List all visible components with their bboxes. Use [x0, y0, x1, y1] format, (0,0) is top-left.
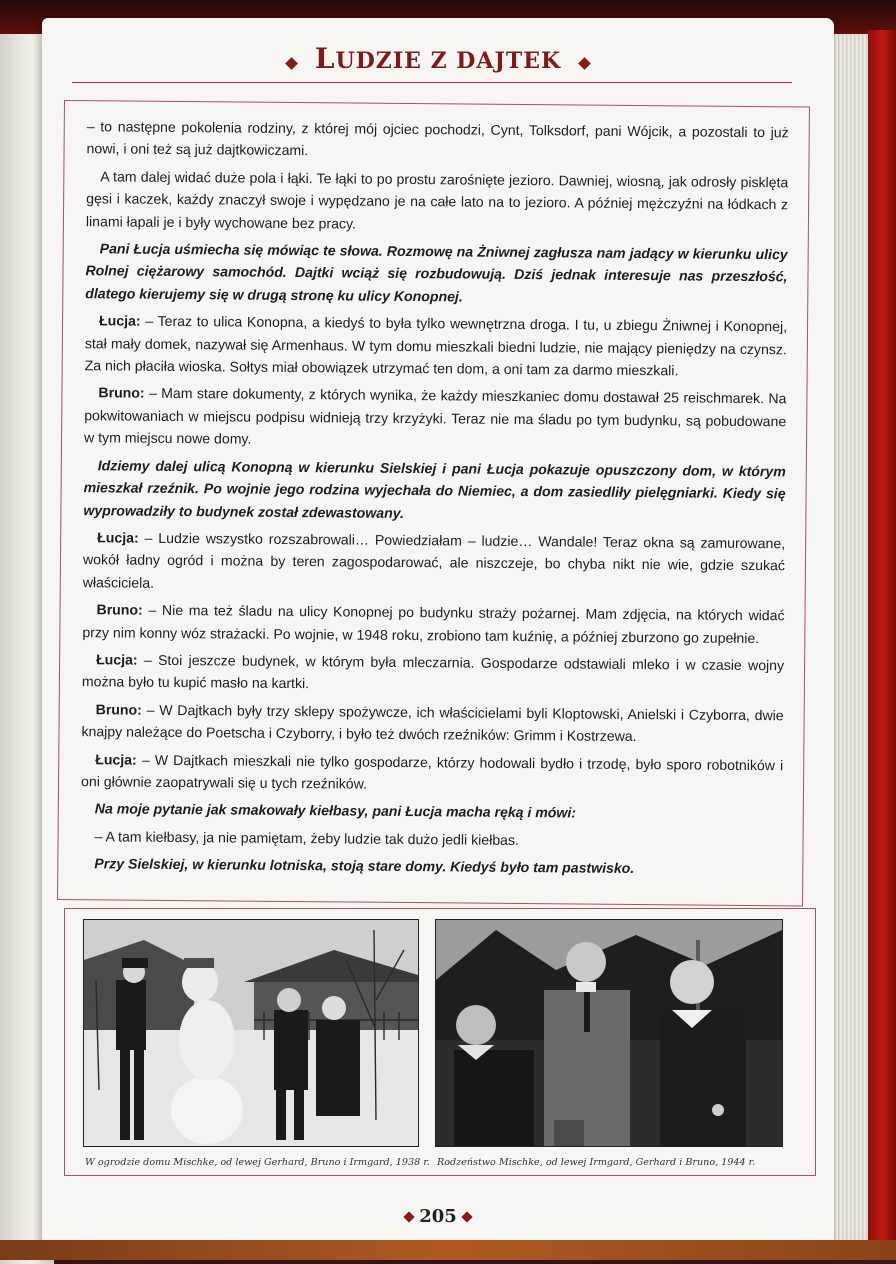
header-rule	[72, 82, 792, 83]
speaker-label: Łucja:	[96, 651, 138, 668]
paragraph-text: – Teraz to ulica Konopna, a kiedyś to była tylko wewnętrzna droga. I tu, u zbiegu Żniwnej i Konopnej, stał mały domek, nazywał się Armenhaus. W tym domu mieszkali biedni ludzie, nie mający pieniędzy na czynsz. Za nich płaciła wioska. Sołtys miał obowiązek utrzymać ten dom, a oni tam za darmo mieszkali.	[84, 312, 788, 379]
speaker-label: Bruno:	[96, 601, 143, 618]
paragraph-text: Na moje pytanie jak smakowały kiełbasy, pani Łucja macha ręką i mówi:	[94, 800, 577, 821]
paragraph	[86, 165, 789, 238]
paragraph	[85, 237, 788, 310]
paragraph	[81, 698, 783, 749]
diamond-ornament-icon	[404, 1211, 415, 1222]
paragraph	[80, 852, 782, 881]
diamond-ornament-icon	[461, 1211, 472, 1222]
paragraph-text: Idziemy dalej ulicą Konopną w kierunku Sielskiej i pani Łucja pokazuje opuszczony dom, w którym mieszkał rzeźnik. Po wojnie jego rodzina wyjechała do Niemiec, a dom zasiedliły pielęgniarki. Kiedy się wyprowadziły to budynek został zdewastowany.	[83, 456, 786, 521]
photo-siblings	[435, 919, 783, 1147]
paragraph	[85, 309, 788, 382]
speaker-label: Bruno:	[95, 701, 142, 718]
paragraph	[82, 648, 784, 699]
paragraph	[81, 798, 783, 827]
paragraph-text: – to następne pokolenia rodziny, z której mój ojciec pochodzi, Cynt, Tolksdorf, pani Wójcik, a pozostali to już nowi, i oni też są już dajtkowiczami.	[86, 118, 789, 159]
paragraph	[86, 115, 788, 166]
paragraph-text: – Stoi jeszcze budynek, w którym była mleczarnia. Gospodarze odstawiali mleko i w czasie wojny można było tu kupić masło na kartki.	[81, 651, 785, 692]
interview-text-box	[57, 100, 810, 906]
paragraph	[80, 825, 782, 854]
paragraph	[81, 748, 783, 799]
paragraph	[84, 382, 787, 455]
photo-caption: Rodzeństwo Mischke, od lewej Irmgard, Gerhard i Bruno, 1944 r.	[437, 1157, 756, 1168]
paragraph-text: – A tam kiełbasy, ja nie pamiętam, żeby ludzie tak dużo jedli kiełbas.	[94, 828, 519, 848]
paragraph-text: – Nie ma też śladu na ulicy Konopnej po budynku straży pożarnej. Mam zdjęcia, na których widać przy nim konny wóz strażacki. Po wojnie, w 1948 roku, zrobiono tam kuźnię, a później zburzono go zupełnie.	[82, 601, 785, 646]
book-cover-edge	[868, 30, 896, 1260]
paragraph-text: – W Dajtkach mieszkali nie tylko gospodarze, którzy hodowali bydło i trzodę, było sporo robotników i oni głównie zaopatrywali się u tych rzeźników.	[80, 751, 784, 792]
paragraph-text: – Ludzie wszystko rozszabrowali… Powiedziałam – ludzie… Wandale! Teraz okna są zamurowane, wokół ładny ogród i można by teren zagospodarować, ale niszczeje, bo chyba nikt nie wie, gdzie szukać właściciela.	[82, 529, 786, 591]
page-number: 205	[42, 1206, 834, 1227]
paragraph	[82, 598, 784, 649]
photo-snowman	[83, 919, 419, 1147]
paragraph-text: Przy Sielskiej, w kierunku lotniska, stoją stare domy. Kiedyś było tam pastwisko.	[94, 855, 635, 877]
chapter-title: LUDZIE Z DAJTEK	[314, 42, 562, 75]
speaker-label: Łucja:	[97, 529, 139, 546]
paragraph-text: A tam dalej widać duże pola i łąki. Te łąki to po prostu zarośnięte jezioro. Dawniej, wiosną, jak odrosły pisklęta gęsi i kaczek, każdy znaczył swoje i wypędzano je na całe lato na to jezioro. A później mężczyźni na łódkach z linami łapali je i były wychowane bez pracy.	[85, 168, 789, 232]
paragraph	[83, 454, 786, 527]
speaker-label: Łucja:	[95, 750, 137, 768]
page-header	[42, 42, 834, 75]
paragraph-text: – Mam stare dokumenty, z których wynika, że każdy mieszkaniec domu dostawał 25 reischmarek. Na pokwitowaniach w miejscu podpisu widnieją trzy krzyżyki. Teraz nie ma śladu po tym budynku, są pobudowane w tym miejscu nowe domy.	[83, 385, 787, 447]
paragraph-text: Pani Łucja uśmiecha się mówiąc te słowa. Rozmowę na Żniwnej zagłusza nam jadący w kierunku ulicy Rolnej ciężarowy samochód. Dajtki wciąż się rozbudowują. Dziś jednak interesuje nas przeszłość, dlatego kierujemy się w drugą stronę ku ulicy Konopnej.	[85, 240, 788, 305]
paragraph-text: – W Dajtkach były trzy sklepy spożywcze, ich właścicielami byli Kloptowski, Anielski i Czyborra, dwie knajpy należące do Poetscha i Czyborry, i było też dwóch rzeźników: Grimm i Kostrzewa.	[81, 701, 784, 745]
table-surface	[0, 1240, 896, 1260]
book-page	[42, 18, 834, 1260]
photo-frame	[64, 908, 816, 1176]
speaker-label: Łucja:	[99, 312, 141, 329]
diamond-ornament-icon	[578, 57, 591, 70]
speaker-label: Bruno:	[98, 384, 145, 402]
diamond-ornament-icon	[286, 57, 299, 70]
paragraph	[83, 526, 786, 599]
photo-caption: W ogrodzie domu Mischke, od lewej Gerhard, Bruno i Irmgard, 1938 r.	[85, 1157, 430, 1168]
